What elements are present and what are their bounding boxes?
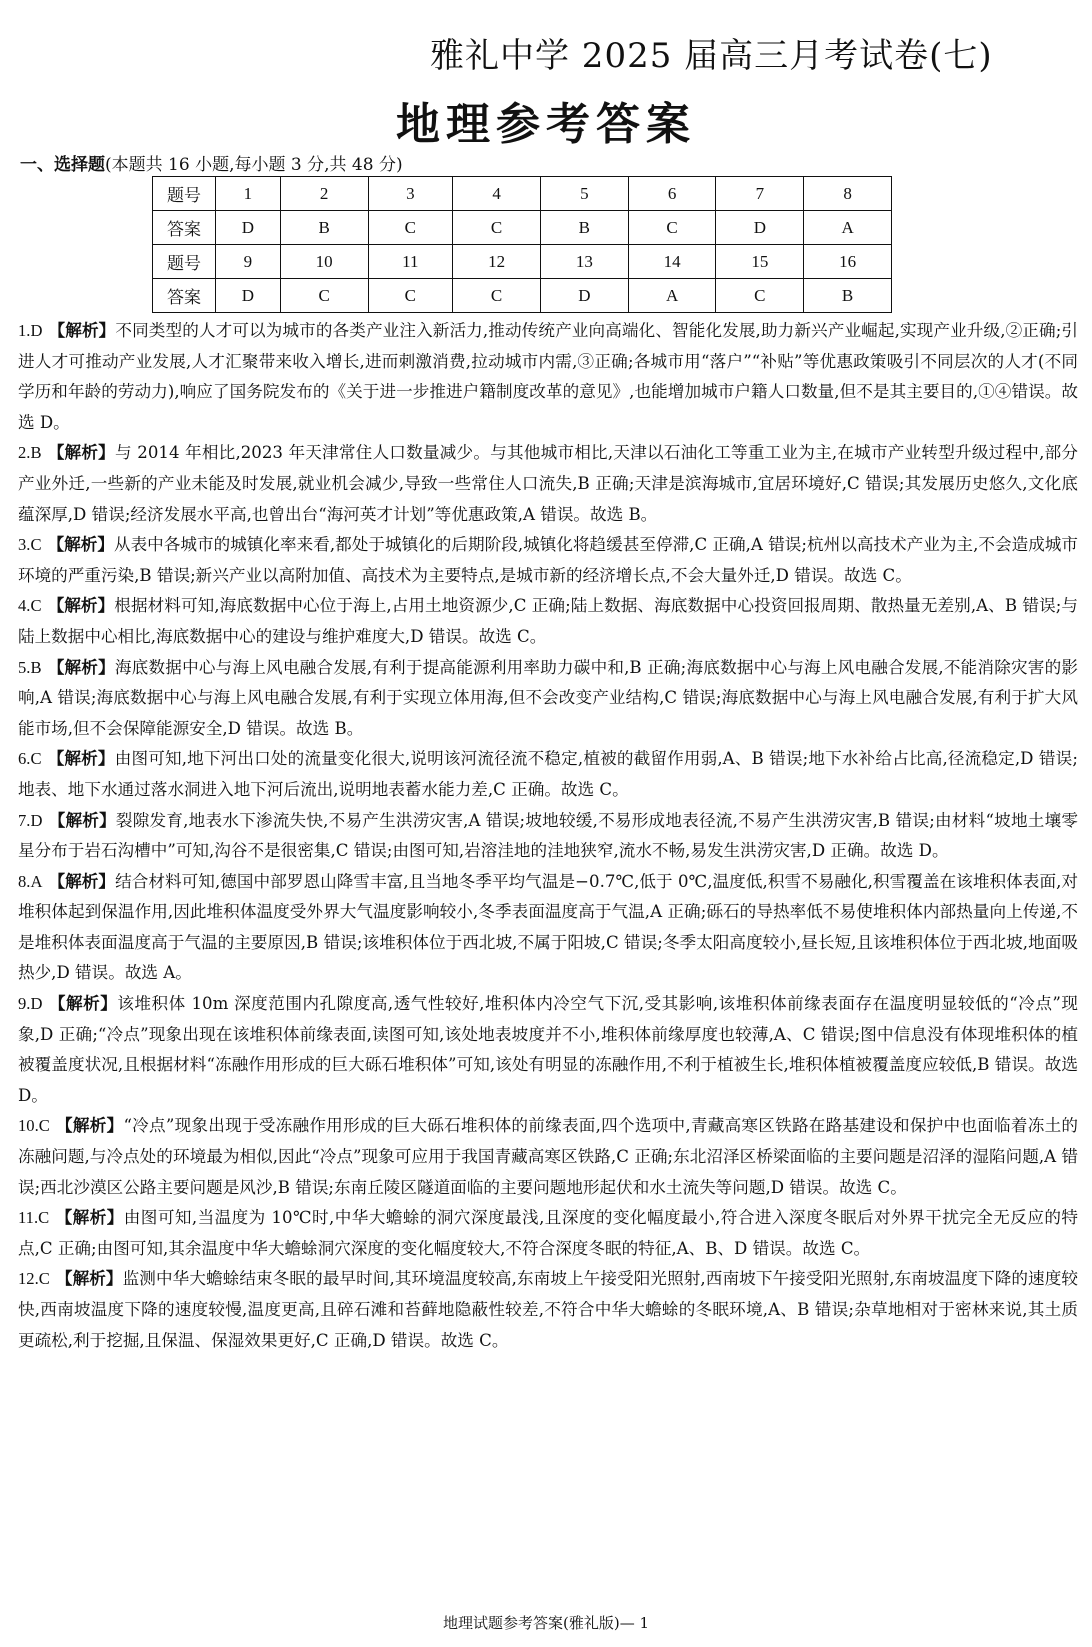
- answer-table-row-header: 题号: [153, 245, 216, 279]
- analysis-text: 由图可知,地下河出口处的流量变化很大,说明该河流径流不稳定,植被的截留作用弱,A、B 错误;地下水补给占比高,径流稳定,D 错误;地表、地下水通过落水洞进入地下河后流出,说明地表蓄水能力差,C 正确。故选 C。: [18, 749, 1079, 799]
- answer-table-cell: 2: [280, 177, 368, 211]
- question-answer-number: 3.C: [18, 535, 42, 555]
- explanation-item: [18, 438, 1078, 530]
- analysis-tag: 【解析】: [47, 749, 115, 769]
- analysis-tag: 【解析】: [48, 810, 116, 830]
- analysis-text: 不同类型的人才可以为城市的各类产业注入新活力,推动传统产业向高端化、智能化发展,助力新兴产业崛起,实现产业升级,②正确;引进人才可推动产业发展,人才汇聚带来收入增长,进而刺激消费,拉动城市内需,③正确;各城市用“落户”“补贴”等优惠政策吸引不同层次的人才(不同学历和年龄的劳动力),响应了国务院发布的《关于进一步推进户籍制度改革的意见》,也能增加城市户籍人口数量,但不是其主要目的,①④错误。故选 D。: [18, 321, 1079, 432]
- answer-table-cell: A: [628, 279, 716, 313]
- section-note: (本题共 16 小题,每小题 3 分,共 48 分): [105, 155, 403, 175]
- answer-table-cell: C: [280, 279, 368, 313]
- answer-table-row-header: 答案: [153, 211, 216, 245]
- explanation-item: [18, 530, 1078, 591]
- answer-table-cell: C: [453, 279, 541, 313]
- answer-table-cell: 5: [540, 177, 628, 211]
- analysis-text: 海底数据中心与海上风电融合发展,有利于提高能源利用率助力碳中和,B 正确;海底数据中心与海上风电融合发展,不能消除灾害的影响,A 错误;海底数据中心与海上风电融合发展,有利于实现立体用海,但不会改变产业结构,C 错误;海底数据中心与海上风电融合发展,有利于扩大风能市场,但不会保障能源安全,D 错误。故选 B。: [18, 657, 1078, 738]
- question-answer-number: 11.C: [18, 1208, 50, 1228]
- answer-table-row-header: 题号: [153, 177, 216, 211]
- answer-table-cell: C: [628, 211, 716, 245]
- analysis-text: 裂隙发育,地表水下渗流失快,不易产生洪涝灾害,A 错误;坡地较缓,不易形成地表径流,不易产生洪涝灾害,B 错误;由材料“坡地土壤零星分布于岩石沟槽中”可知,沟谷不是很密集,C 错误;由图可知,岩溶洼地的洼地狭窄,流水不畅,易发生洪涝灾害,D 正确。故选 D。: [18, 810, 1079, 861]
- answer-table-cell: 3: [368, 177, 453, 211]
- answer-table-cell: C: [716, 279, 804, 313]
- question-answer-number: 12.C: [18, 1269, 50, 1289]
- explanation-item: [18, 1203, 1078, 1264]
- answer-table-cell: D: [216, 279, 281, 313]
- question-answer-number: 10.C: [18, 1116, 50, 1136]
- answer-table-cell: 9: [216, 245, 281, 279]
- question-answer-number: 9.D: [18, 994, 43, 1014]
- explanation-item: [18, 989, 1078, 1111]
- explanation-item: [18, 867, 1078, 989]
- analysis-text: 监测中华大蟾蜍结束冬眠的最早时间,其环境温度较高,东南坡上午接受阳光照射,西南坡下午接受阳光照射,东南坡温度下降的速度较快,西南坡温度下降的速度较慢,温度更高,且碎石滩和苔藓地隐蔽性较差,不符合中华大蟾蜍的冬眠环境,A、B 错误;杂草地相对于密林来说,其土质更疏松,利于挖掘,且保温、保湿效果更好,C 正确,D 错误。故选 C。: [18, 1269, 1078, 1350]
- analysis-text: 结合材料可知,德国中部罗恩山降雪丰富,且当地冬季平均气温是−0.7℃,低于 0℃,温度低,积雪不易融化,积雪覆盖在该堆积体表面,对堆积体起到保温作用,因此堆积体温度受外界大气温度影响较小,冬季表面温度高于气温,A 正确;砾石的导热率低不易使堆积体内部热量向上传递,不是堆积体表面温度高于气温的主要原因,B 错误;该堆积体位于西北坡,不属于阳坡,C 错误;冬季太阳高度较小,昼长短,且该堆积体位于西北坡,地面吸热少,D 错误。故选 A。: [18, 871, 1079, 983]
- analysis-text: 从表中各城市的城镇化率来看,都处于城镇化的后期阶段,城镇化将趋缓甚至停滞,C 正确,A 错误;杭州以高技术产业为主,不会造成城市环境的严重污染,B 错误;新兴产业以高附加值、高技术为主要特点,是城市新的经济增长点,不会大量外迁,D 错误。故选 C。: [18, 535, 1078, 585]
- answer-table-row: [153, 177, 892, 211]
- answer-table-cell: 16: [804, 245, 892, 279]
- analysis-text: 与 2014 年相比,2023 年天津常住人口数量减少。与其他城市相比,天津以石油化工等重工业为主,在城市产业转型升级过程中,部分产业外迁,一些新的产业未能及时发展,就业机会减少,导致一些常住人口流失,B 正确;天津是滨海城市,宜居环境好,C 错误;其发展历史悠久,文化底蕴深厚,D 错误;经济发展水平高,也曾出台“海河英才计划”等优惠政策,A 错误。故选 B。: [18, 443, 1078, 524]
- analysis-tag: 【解析】: [47, 535, 114, 555]
- answer-table-cell: 4: [453, 177, 541, 211]
- analysis-tag: 【解析】: [48, 871, 116, 891]
- question-answer-number: 6.C: [18, 749, 42, 769]
- document-title: 地理参考答案: [396, 99, 696, 150]
- analysis-tag: 【解析】: [55, 1269, 123, 1289]
- analysis-text: “冷点”现象出现于受冻融作用形成的巨大砾石堆积体的前缘表面,四个选项中,青藏高寒区铁路在路基建设和保护中也面临着冻土的冻融问题,与冷点处的环境最为相似,因此“冷点”现象可应用于我国青藏高寒区铁路,C 正确;东北沼泽区桥梁面临的主要问题是沼泽的湿陷问题,A 错误;西北沙漠区公路主要问题是风沙,B 错误;东南丘陵区隧道面临的主要问题地形起伏和水土流失等问题,D 错误。故选 C。: [18, 1116, 1079, 1197]
- section-prefix: 一、选择题: [20, 155, 105, 175]
- analysis-tag: 【解析】: [47, 657, 115, 677]
- question-answer-number: 2.B: [18, 443, 42, 463]
- question-answer-number: 1.D: [18, 321, 43, 340]
- answer-table-row: [153, 245, 892, 279]
- explanation-item: [18, 744, 1078, 805]
- answer-table-cell: B: [804, 279, 892, 313]
- analysis-text: 根据材料可知,海底数据中心位于海上,占用土地资源少,C 正确;陆上数据、海底数据中心投资回报周期、散热量无差别,A、B 错误;与陆上数据中心相比,海底数据中心的建设与维护难度大,D 错误。故选 C。: [18, 596, 1079, 646]
- answer-table-row: [153, 279, 892, 313]
- answer-table-cell: 11: [368, 245, 453, 279]
- answer-table-cell: B: [280, 211, 368, 245]
- question-answer-number: 4.C: [18, 596, 42, 616]
- answer-table-row-header: 答案: [153, 279, 216, 313]
- explanation-item: [18, 1111, 1078, 1203]
- answer-table-cell: 15: [716, 245, 804, 279]
- answer-table-cell: C: [368, 211, 453, 245]
- question-answer-number: 5.B: [18, 657, 42, 677]
- analysis-tag: 【解析】: [47, 596, 115, 616]
- analysis-text: 该堆积体 10m 深度范围内孔隙度高,透气性较好,堆积体内冷空气下沉,受其影响,该堆积体前缘表面存在温度明显较低的“冷点”现象,D 正确;“冷点”现象出现在该堆积体前缘表面,读图可知,该处地表坡度并不小,堆积体前缘厚度也较薄,A、C 错误;图中信息没有体现堆积体的植被覆盖度状况,且根据材料“冻融作用形成的巨大砾石堆积体”可知,该处有明显的冻融作用,不利于植被生长,堆积体植被覆盖度应较低,B 错误。故选 D。: [18, 994, 1078, 1105]
- section-heading: [20, 150, 403, 175]
- question-answer-number: 7.D: [18, 810, 43, 830]
- explanation-item: [18, 653, 1078, 745]
- explanation-item: [18, 316, 1078, 438]
- school-exam-title: 雅礼中学 2025 届高三月考试卷(七): [430, 36, 993, 76]
- answer-table-cell: D: [716, 211, 804, 245]
- answer-table-cell: C: [453, 211, 541, 245]
- explanation-item: [18, 1264, 1078, 1356]
- question-answer-number: 8.A: [18, 871, 43, 891]
- analysis-text: 由图可知,当温度为 10℃时,中华大蟾蜍的洞穴深度最浅,且深度的变化幅度最小,符合进入深度冬眠后对外界干扰完全无反应的特点,C 正确;由图可知,其余温度中华大蟾蜍洞穴深度的变化幅度较大,不符合深度冬眠的特征,A、B、D 错误。故选 C。: [18, 1208, 1078, 1258]
- explanation-list: [18, 316, 1078, 1356]
- answer-table-cell: 8: [804, 177, 892, 211]
- answer-table-cell: A: [804, 211, 892, 245]
- answer-table-cell: 13: [540, 245, 628, 279]
- answer-table-row: [153, 211, 892, 245]
- answer-table-cell: D: [540, 279, 628, 313]
- answer-table-cell: 12: [453, 245, 541, 279]
- analysis-tag: 【解析】: [55, 1116, 124, 1136]
- answer-table-cell: D: [216, 211, 281, 245]
- answer-table-cell: 7: [716, 177, 804, 211]
- page-footer: 地理试题参考答案(雅礼版)— 1: [442, 1614, 650, 1632]
- analysis-tag: 【解析】: [48, 994, 118, 1014]
- answer-table-cell: 14: [628, 245, 716, 279]
- analysis-tag: 【解析】: [48, 321, 116, 340]
- answer-table-cell: B: [540, 211, 628, 245]
- answer-table-cell: 10: [280, 245, 368, 279]
- explanation-item: [18, 591, 1078, 652]
- answer-table: [152, 176, 892, 313]
- explanation-item: [18, 806, 1078, 867]
- analysis-tag: 【解析】: [47, 443, 115, 463]
- answer-table-cell: C: [368, 279, 453, 313]
- answer-table-cell: 6: [628, 177, 716, 211]
- analysis-tag: 【解析】: [55, 1208, 124, 1228]
- answer-table-cell: 1: [216, 177, 281, 211]
